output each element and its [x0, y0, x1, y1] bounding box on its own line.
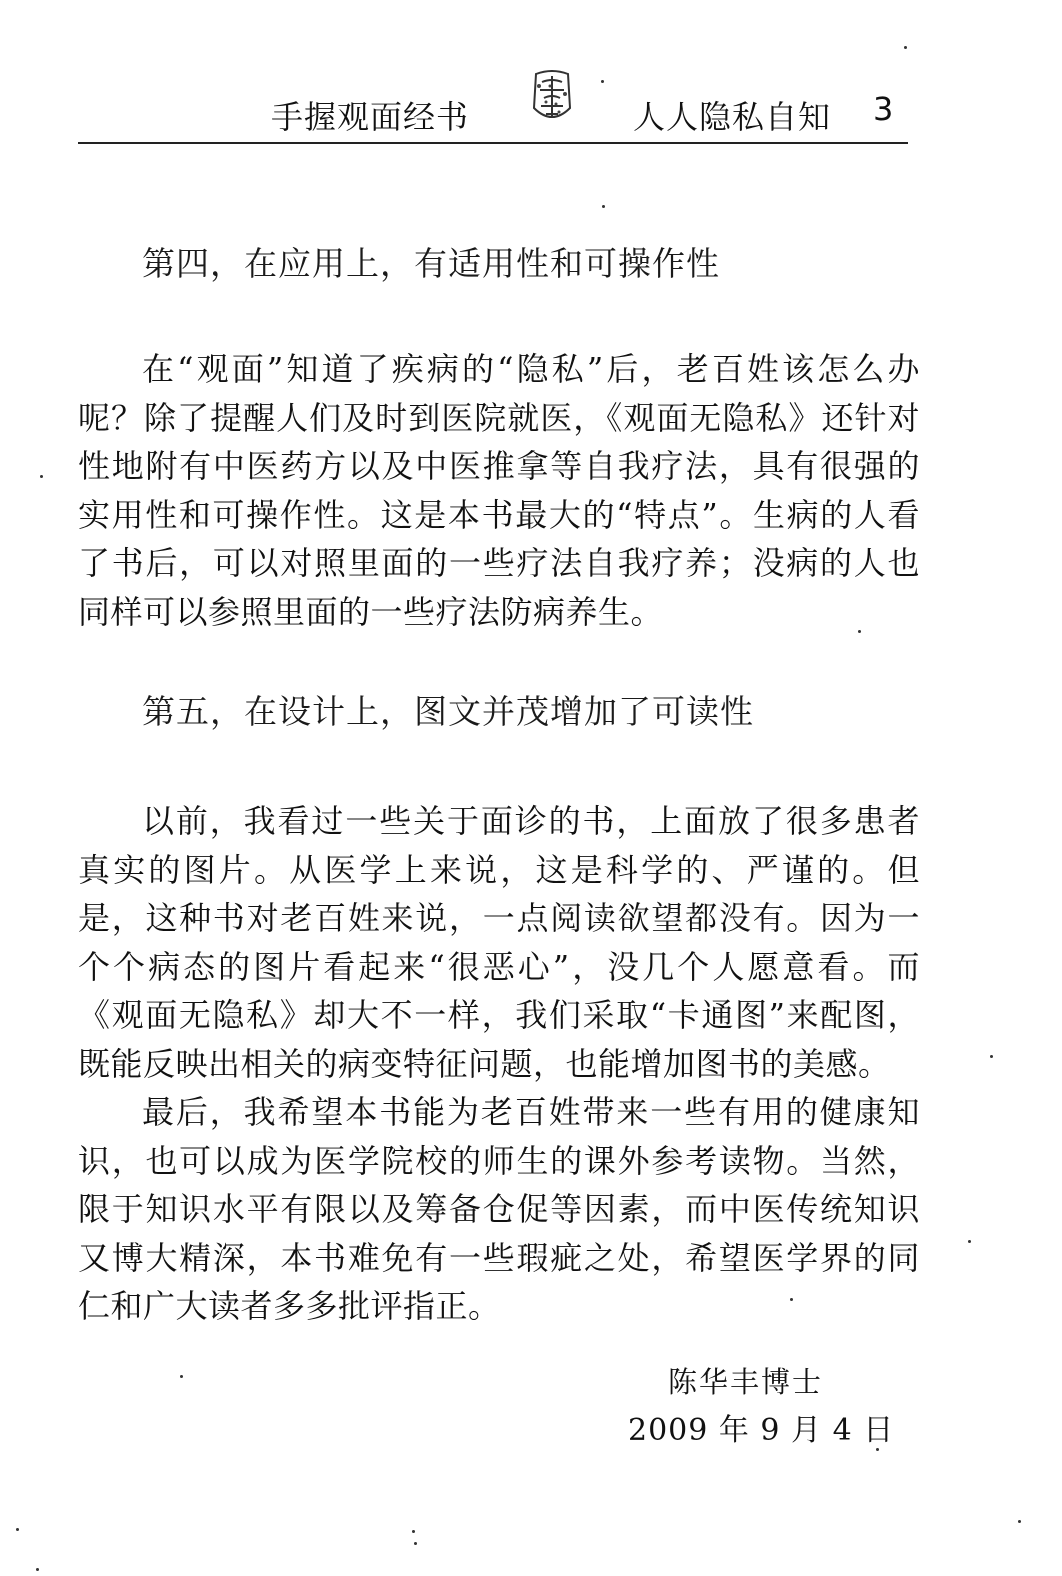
- signature-date: 2009 年 9 月 4 日: [628, 1413, 895, 1448]
- scan-speck: [601, 80, 604, 83]
- scan-speck: [790, 1298, 793, 1301]
- scan-speck: [876, 1448, 879, 1451]
- closing-paragraph: 最后，我希望本书能为老百姓带来一些有用的健康知识，也可以成为医学院校的师生的课外参考读物。当然，限于知识水平有限以及筹备仓促等因素，而中医传统知识又博大精深，本书难免有一些瑕疵之处，希望医学界的同仁和广大读者多多批评指正。: [78, 1093, 920, 1325]
- scan-speck: [180, 1375, 183, 1378]
- scan-speck: [40, 475, 43, 478]
- header-rule: [78, 142, 908, 144]
- scan-speck: [1018, 1520, 1021, 1523]
- section-heading-5: 第五，在设计上，图文并茂增加了可读性: [142, 692, 754, 731]
- scan-speck: [990, 1055, 993, 1058]
- header-right-title: 人人隐私自知: [633, 98, 832, 136]
- page-number: 3: [873, 90, 894, 128]
- scan-speck: [968, 1240, 971, 1243]
- signature-name: 陈华丰博士: [668, 1365, 824, 1399]
- section-4-paragraph: 在“观面”知道了疾病的“隐私”后，老百姓该怎么办呢？除了提醒人们及时到医院就医，《观面无隐私》还针对性地附有中医药方以及中医推拿等自我疗法，具有很强的实用性和可操作性。这是本书最大的“特点”。生病的人看了书后，可以对照里面的一些疗法自我疗养；没病的人也同样可以参照里面的一些疗法防病养生。: [78, 350, 920, 631]
- seal-stamp-icon: [526, 68, 578, 130]
- scan-speck: [602, 205, 605, 208]
- running-header: [78, 84, 908, 140]
- scan-speck: [412, 1530, 415, 1533]
- section-heading-4: 第四，在应用上，有适用性和可操作性: [142, 244, 720, 283]
- section-5-paragraph: 以前，我看过一些关于面诊的书，上面放了很多患者真实的图片。从医学上来说，这是科学的、严谨的。但是，这种书对老百姓来说，一点阅读欲望都没有。因为一个个病态的图片看起来“很恶心”，没几个人愿意看。而《观面无隐私》却大不一样，我们采取“卡通图”来配图，既能反映出相关的病变特征问题，也能增加图书的美感。: [78, 802, 920, 1083]
- header-left-title: 手握观面经书: [271, 98, 470, 136]
- scan-speck: [858, 630, 861, 633]
- scan-speck: [16, 1528, 19, 1531]
- scan-speck: [414, 1542, 417, 1545]
- scan-speck: [904, 46, 907, 49]
- scan-speck: [36, 1568, 39, 1571]
